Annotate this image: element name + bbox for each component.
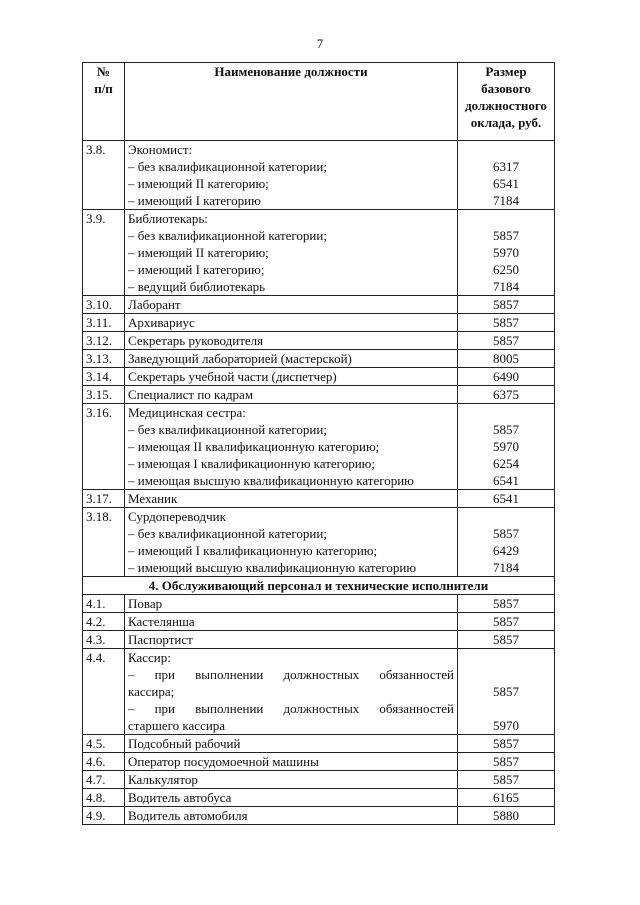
table-row [83, 735, 555, 753]
position-name [125, 649, 458, 735]
salary-value: 6541 [458, 490, 555, 508]
salary-value: 6375 [458, 386, 555, 404]
position-name: Водитель автомобиля [125, 807, 458, 825]
table-row [83, 807, 555, 825]
row-number: 4.2. [83, 613, 125, 631]
row-number: 3.13. [83, 350, 125, 368]
position-name: Паспортист [125, 631, 458, 649]
salary-value-item: 7184 [493, 193, 519, 208]
table-row [83, 631, 555, 649]
position-item-label: – имеющая I квалификационную категорию; [128, 456, 375, 471]
salary-value: 6490 [458, 368, 555, 386]
position-item-label: – имеющий I категорию [128, 193, 261, 208]
row-number: 3.10. [83, 296, 125, 314]
position-item-label: – без квалификационной категории; [128, 526, 327, 541]
row-number: 3.16. [83, 404, 125, 490]
position-name [125, 210, 458, 296]
position-name: Секретарь учебной части (диспетчер) [125, 368, 458, 386]
table-row [83, 141, 555, 210]
salary-value-item: 6541 [493, 176, 519, 191]
position-item-label: – без квалификационной категории; [128, 422, 327, 437]
salary-value [458, 141, 555, 210]
row-number: 3.9. [83, 210, 125, 296]
position-title: Сурдопереводчик [128, 509, 226, 524]
position-name: Кастелянша [125, 613, 458, 631]
position-item-label: кассира; [128, 684, 175, 699]
row-number: 4.7. [83, 771, 125, 789]
salary-value: 8005 [458, 350, 555, 368]
position-item-label: – при выполнении должностных обязанностей [128, 701, 454, 716]
position-item-label: – при выполнении должностных обязанностей [128, 667, 454, 682]
position-title: Экономист: [128, 142, 193, 157]
salary-value: 6165 [458, 789, 555, 807]
salary-value-item: 5970 [493, 245, 519, 260]
row-number: 4.1. [83, 595, 125, 613]
table-row [83, 386, 555, 404]
table-row [83, 350, 555, 368]
row-number: 4.3. [83, 631, 125, 649]
salary-value: 5857 [458, 735, 555, 753]
row-number: 4.6. [83, 753, 125, 771]
salary-value-item: 5857 [493, 526, 519, 541]
position-name: Специалист по кадрам [125, 386, 458, 404]
row-number: 4.5. [83, 735, 125, 753]
salary-value: 5857 [458, 631, 555, 649]
salary-table [82, 62, 555, 825]
position-name [125, 508, 458, 577]
row-number: 4.9. [83, 807, 125, 825]
table-row [83, 314, 555, 332]
position-title: Кассир: [128, 650, 171, 665]
salary-value-item: 5857 [493, 684, 519, 699]
position-name: Архивариус [125, 314, 458, 332]
position-title: Медицинская сестра: [128, 405, 246, 420]
position-name: Оператор посудомоечной машины [125, 753, 458, 771]
table-row [83, 210, 555, 296]
salary-value [458, 649, 555, 735]
row-number: 3.8. [83, 141, 125, 210]
table-row [83, 613, 555, 631]
position-item-label: – имеющий высшую квалификационную категорию [128, 560, 417, 575]
salary-value: 5857 [458, 296, 555, 314]
table-row [83, 753, 555, 771]
table-row [83, 404, 555, 490]
position-name [125, 404, 458, 490]
header-position-name: Наименование должности [125, 63, 458, 141]
position-item-label: – без квалификационной категории; [128, 228, 327, 243]
table-row [83, 789, 555, 807]
position-item-label: старшего кассира [128, 718, 226, 733]
position-title: Библиотекарь: [128, 211, 208, 226]
salary-value-item: 5857 [493, 422, 519, 437]
position-name: Секретарь руководителя [125, 332, 458, 350]
header-no: № п/п [83, 63, 125, 141]
row-number: 3.18. [83, 508, 125, 577]
row-number: 3.14. [83, 368, 125, 386]
salary-value-item: 6429 [493, 543, 519, 558]
table-row-cashier [83, 649, 555, 735]
salary-value: 5857 [458, 595, 555, 613]
salary-value [458, 404, 555, 490]
salary-value: 5857 [458, 753, 555, 771]
position-name: Заведующий лабораторией (мастерской) [125, 350, 458, 368]
table-row [83, 332, 555, 350]
table-row [83, 595, 555, 613]
position-name: Водитель автобуса [125, 789, 458, 807]
salary-value [458, 210, 555, 296]
position-name: Калькулятор [125, 771, 458, 789]
row-number: 3.15. [83, 386, 125, 404]
position-item-label: – имеющая II квалификационную категорию; [128, 439, 380, 454]
salary-value: 5857 [458, 613, 555, 631]
position-item-label: – без квалификационной категории; [128, 159, 327, 174]
salary-value: 5857 [458, 314, 555, 332]
salary-value-item: 7184 [493, 279, 519, 294]
row-number: 3.11. [83, 314, 125, 332]
table-row [83, 508, 555, 577]
salary-value-item: 6254 [493, 456, 519, 471]
salary-value-item: 6317 [493, 159, 519, 174]
table-row [83, 368, 555, 386]
position-name: Лаборант [125, 296, 458, 314]
salary-value: 5857 [458, 771, 555, 789]
position-name [125, 141, 458, 210]
salary-value-item: 7184 [493, 560, 519, 575]
row-number: 3.12. [83, 332, 125, 350]
position-item-label: – имеющий II категорию; [128, 245, 269, 260]
position-item-label: – имеющая высшую квалификационную категорию [128, 473, 414, 488]
salary-value-item: 6250 [493, 262, 519, 277]
position-name: Повар [125, 595, 458, 613]
header-salary: Размер базового должностного оклада, руб. [458, 63, 555, 141]
position-item-label: – ведущий библиотекарь [128, 279, 266, 294]
table-row [83, 771, 555, 789]
salary-value-item: 5970 [493, 439, 519, 454]
position-item-label: – имеющий I категорию; [128, 262, 265, 277]
row-number: 3.17. [83, 490, 125, 508]
salary-value: 5880 [458, 807, 555, 825]
table-row [83, 296, 555, 314]
position-name: Подсобный рабочий [125, 735, 458, 753]
salary-value-item: 6541 [493, 473, 519, 488]
salary-value: 5857 [458, 332, 555, 350]
row-number: 4.8. [83, 789, 125, 807]
salary-value [458, 508, 555, 577]
salary-value-item: 5970 [493, 718, 519, 733]
table-header-row [83, 63, 555, 141]
position-item-label: – имеющий I квалификационную категорию; [128, 543, 378, 558]
section-title: 4. Обслуживающий персонал и технические исполнители [83, 577, 555, 595]
section-header-service-staff [83, 577, 555, 595]
position-name: Механик [125, 490, 458, 508]
position-item-label: – имеющий II категорию; [128, 176, 269, 191]
salary-value-item: 5857 [493, 228, 519, 243]
row-number: 4.4. [83, 649, 125, 735]
page-number: 7 [316, 36, 324, 51]
table-row [83, 490, 555, 508]
